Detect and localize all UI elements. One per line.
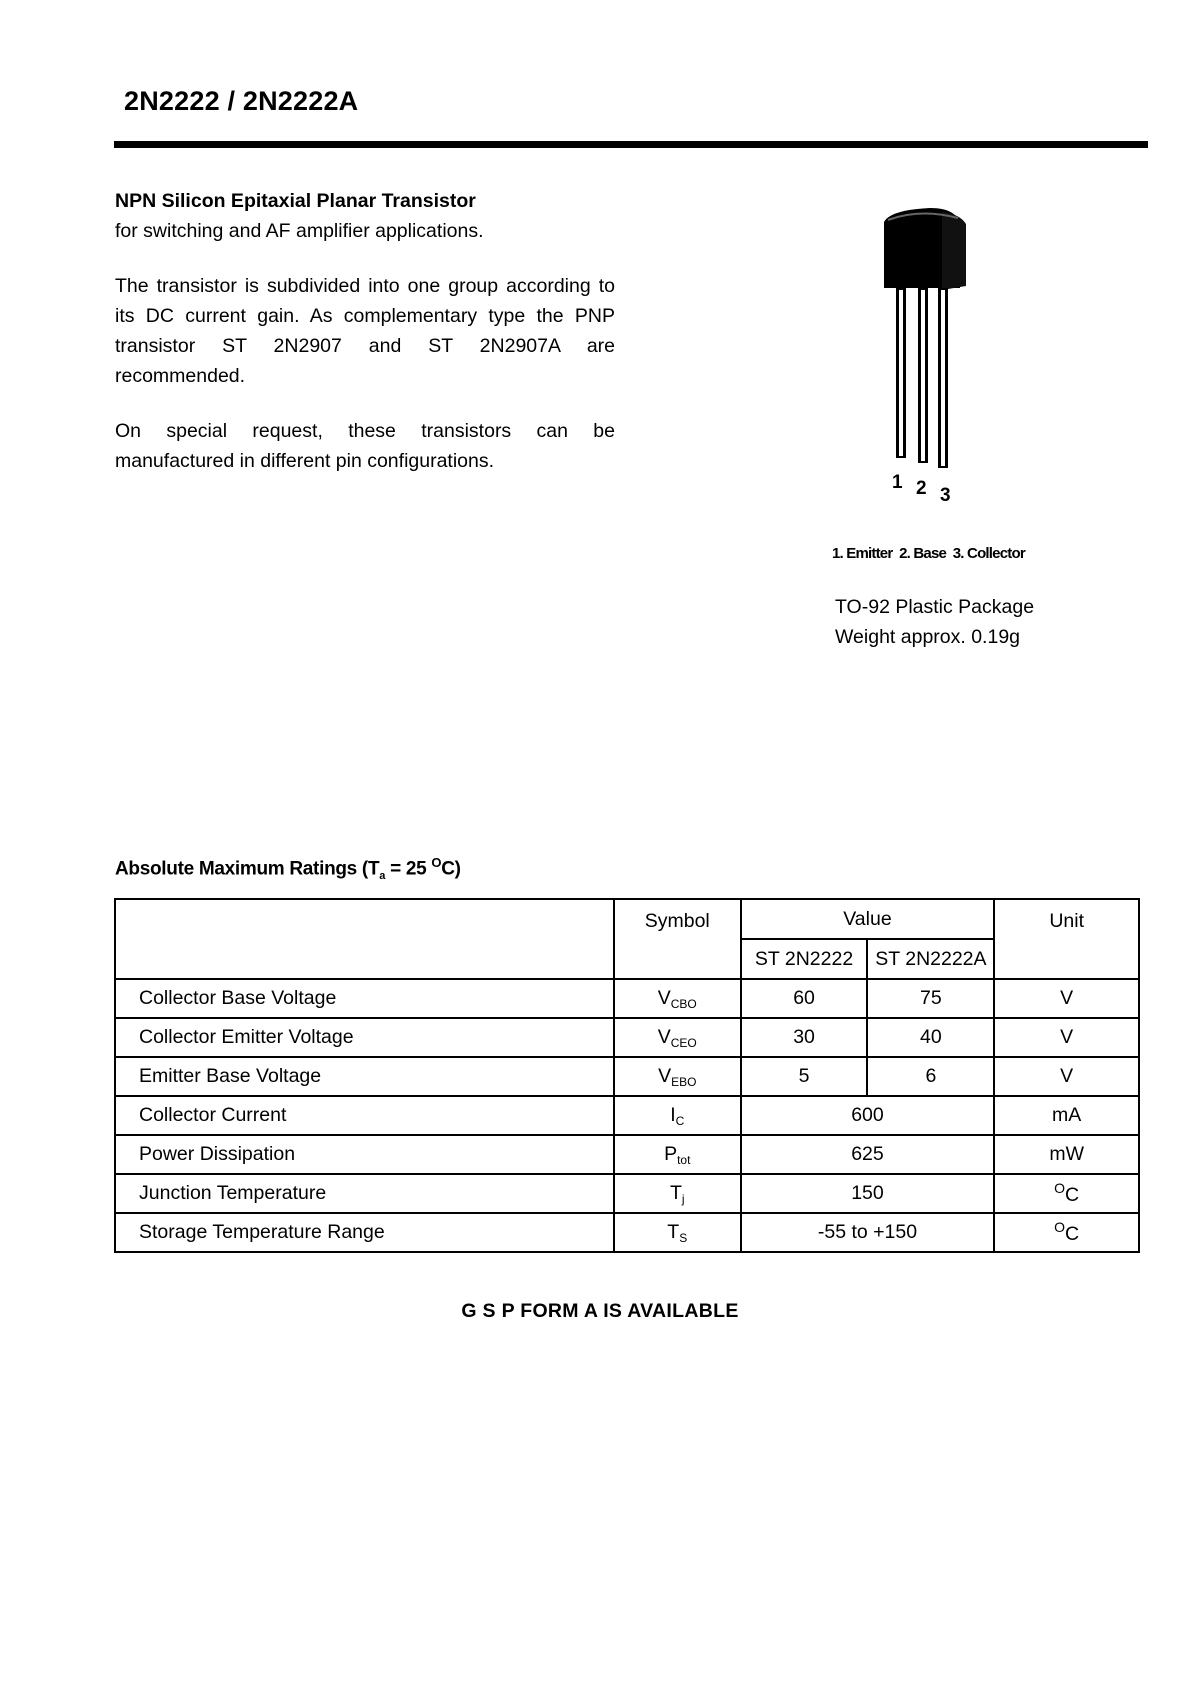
table-row	[115, 1018, 1139, 1057]
to92-package-illustration	[870, 200, 1030, 520]
parameter-cell: Junction Temperature	[115, 1174, 614, 1213]
value-2n2222-cell: 5	[741, 1057, 868, 1096]
table-row	[115, 979, 1139, 1018]
unit-cell	[994, 1213, 1139, 1252]
transistor-leads	[896, 288, 948, 468]
intro-section	[115, 186, 615, 476]
symbol-cell	[614, 1057, 741, 1096]
symbol-letter: V	[657, 1025, 671, 1048]
pin-caption: 1. Emitter 2. Base 3. Collector	[832, 545, 1025, 562]
symbol-subscript: tot	[677, 1152, 691, 1167]
ratings-title-mid: = 25	[385, 858, 432, 880]
package-weight: Weight approx. 0.19g	[835, 626, 1021, 648]
ratings-title-sub: a	[379, 870, 386, 883]
unit-letter: C	[1065, 1184, 1080, 1206]
ratings-title-suffix: C)	[441, 858, 461, 880]
symbol-cell	[614, 1135, 741, 1174]
parameter-cell: Power Dissipation	[115, 1135, 614, 1174]
value-cell: 600	[741, 1096, 995, 1135]
value-2n2222-cell: 30	[741, 1018, 868, 1057]
transistor-body	[884, 208, 966, 290]
symbol-letter: I	[670, 1103, 676, 1126]
header-row	[115, 899, 1139, 939]
table-row	[115, 1096, 1139, 1135]
unit-letter: C	[1065, 1223, 1080, 1245]
unit-cell	[994, 1174, 1139, 1213]
symbol-cell	[614, 1018, 741, 1057]
symbol-letter: P	[664, 1142, 678, 1165]
symbol-subscript: EBO	[671, 1074, 697, 1089]
value-cell: 625	[741, 1135, 995, 1174]
table-row	[115, 1057, 1139, 1096]
symbol-letter: T	[667, 1220, 680, 1243]
unit-cell: V	[994, 1057, 1139, 1096]
value-cell: 150	[741, 1174, 995, 1213]
symbol-letter: T	[669, 1181, 682, 1204]
symbol-subscript: CBO	[670, 996, 697, 1011]
table-row	[115, 1135, 1139, 1174]
unit-degree: O	[1054, 1180, 1066, 1196]
ratings-title-prefix: Absolute Maximum Ratings (T	[115, 858, 380, 880]
symbol-letter: V	[658, 1064, 672, 1087]
application-text: for switching and AF amplifier applications.	[115, 220, 484, 242]
symbol-subscript: CEO	[670, 1035, 697, 1050]
symbol-cell	[614, 1174, 741, 1213]
pin-number-2: 2	[916, 478, 927, 499]
header-value-2n2222a: ST 2N2222A	[867, 939, 994, 979]
value-2n2222a-cell: 75	[867, 979, 994, 1018]
ratings-title-sup: O	[431, 855, 442, 870]
value-2n2222a-cell: 40	[867, 1018, 994, 1057]
symbol-subscript: j	[681, 1191, 685, 1206]
parameter-cell: Collector Current	[115, 1096, 614, 1135]
symbol-cell	[614, 1096, 741, 1135]
unit-cell: mW	[994, 1135, 1139, 1174]
header-symbol: Symbol	[614, 899, 741, 979]
symbol-subscript: C	[675, 1113, 685, 1128]
parameter-cell: Collector Base Voltage	[115, 979, 614, 1018]
parameter-cell: Storage Temperature Range	[115, 1213, 614, 1252]
header-value: Value	[741, 899, 995, 939]
header-value-2n2222: ST 2N2222	[741, 939, 868, 979]
header-parameter-cell	[115, 899, 614, 979]
symbol-cell	[614, 1213, 741, 1252]
symbol-letter: V	[657, 986, 671, 1009]
pin-config-paragraph: On special request, these transistors can be manufactured in different pin configurations.	[115, 420, 615, 472]
device-subtitle: NPN Silicon Epitaxial Planar Transistor	[115, 190, 476, 212]
table-row	[115, 1213, 1139, 1252]
gsp-form-note: G S P FORM A IS AVAILABLE	[461, 1300, 739, 1322]
ratings-table	[114, 898, 1140, 1253]
unit-degree: O	[1054, 1219, 1066, 1235]
value-cell: -55 to +150	[741, 1213, 995, 1252]
description-paragraph: The transistor is subdivided into one group according to its DC current gain. As complementary type the PNP transistor ST 2N2907 and ST 2N2907A are recommended.	[115, 275, 615, 387]
parameter-cell: Emitter Base Voltage	[115, 1057, 614, 1096]
header-unit: Unit	[994, 899, 1139, 979]
value-2n2222-cell: 60	[741, 979, 868, 1018]
ratings-title	[115, 855, 461, 882]
pin-number-3: 3	[940, 485, 951, 506]
unit-cell: V	[994, 979, 1139, 1018]
symbol-subscript: S	[679, 1230, 688, 1245]
unit-cell: mA	[994, 1096, 1139, 1135]
value-2n2222a-cell: 6	[867, 1057, 994, 1096]
symbol-cell	[614, 979, 741, 1018]
title-rule	[114, 141, 1148, 148]
package-info	[835, 592, 1034, 652]
pin-number-1: 1	[892, 472, 903, 493]
package-name: TO-92 Plastic Package	[835, 596, 1035, 618]
unit-cell: V	[994, 1018, 1139, 1057]
parameter-cell: Collector Emitter Voltage	[115, 1018, 614, 1057]
document-title: 2N2222 / 2N2222A	[124, 86, 359, 116]
table-row	[115, 1174, 1139, 1213]
